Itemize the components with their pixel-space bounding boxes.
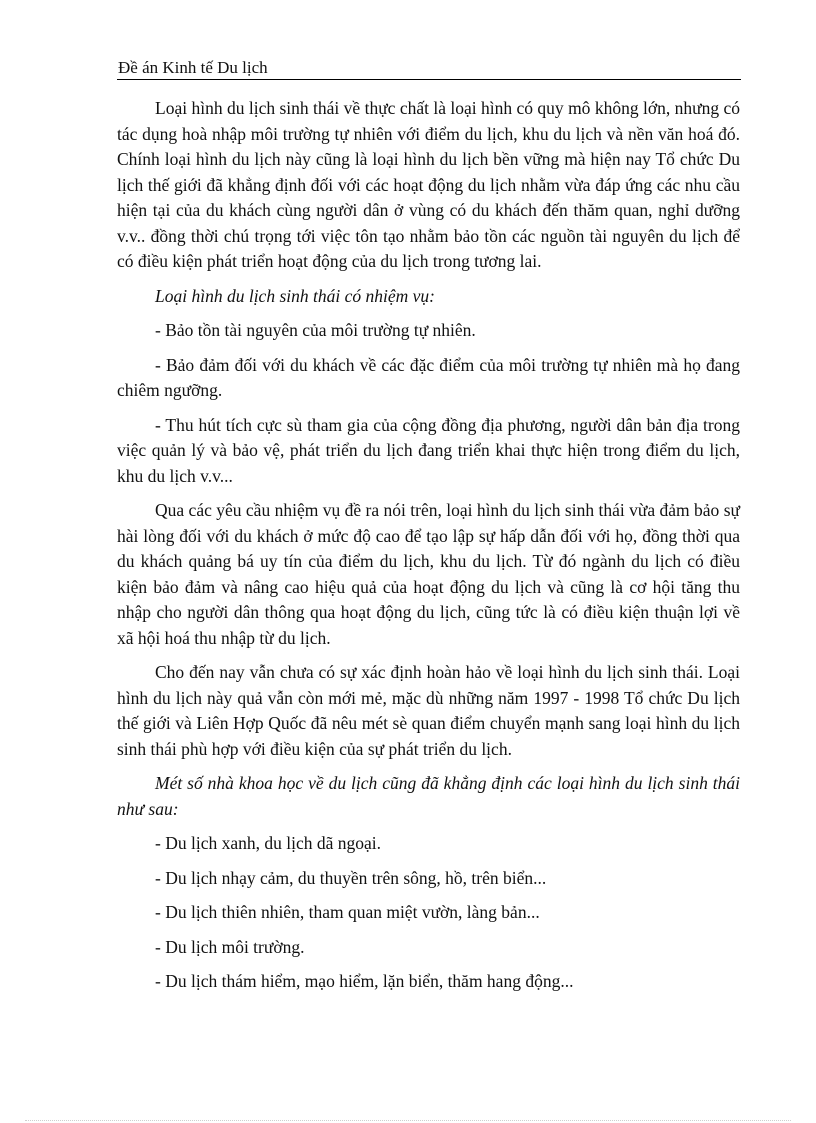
type-item-4: - Du lịch môi trường. bbox=[155, 936, 305, 957]
task-item-2: - Bảo đảm đối với du khách về các đặc điểm của môi trường tự nhiên mà họ đang chiêm ngưỡng. bbox=[117, 354, 740, 400]
task-item-3: - Thu hút tích cực sù tham gia của cộng đồng địa phương, người dân bản địa trong việc quản lý và bảo vệ, phát triển du lịch đang triển khai thực hiện trong điểm du lịch, khu du lịch v.v... bbox=[117, 414, 740, 486]
type-item-2: - Du lịch nhạy cảm, du thuyền trên sông, hồ, trên biển... bbox=[155, 867, 547, 888]
types-heading: Mét số nhà khoa học về du lịch cũng đã khẳng định các loại hình du lịch sinh thái như sau: bbox=[117, 773, 740, 819]
paragraph-3: Cho đến nay vẫn chưa có sự xác định hoàn hảo về loại hình du lịch sinh thái. Loại hình du lịch này quả vẫn còn mới mẻ, mặc dù những năm 1997 - 1998 Tổ chức Du lịch thế giới và Liên Hợp Quốc đã nêu mét sè quan điểm chuyển mạnh sang loại hình du lịch sinh thái phù hợp với điều kiện của sự phát triển du lịch. bbox=[117, 662, 740, 759]
tasks-heading: Loại hình du lịch sinh thái có nhiệm vụ: bbox=[155, 285, 435, 306]
type-item-1: - Du lịch xanh, du lịch dã ngoại. bbox=[155, 833, 381, 853]
task-item-1: - Bảo tồn tài nguyên của môi trường tự nhiên. bbox=[155, 320, 476, 340]
type-item-5: - Du lịch thám hiểm, mạo hiểm, lặn biển, thăm hang động... bbox=[155, 971, 574, 991]
running-header bbox=[117, 57, 741, 80]
header-title: Đề án Kinh tế Du lịch bbox=[118, 58, 268, 77]
page-bottom-divider bbox=[25, 1120, 791, 1121]
paragraph-1: Loại hình du lịch sinh thái về thực chất là loại hình có quy mô không lớn, nhưng có tác dụng hoà nhập môi trường tự nhiên với điểm du lịch, khu du lịch và nền văn hoá đó. Chính loại hình du lịch này cũng là loại hình du lịch bền vững mà hiện nay Tổ chức Du lịch thế giới đã khẳng định đối với các hoạt động du lịch nhằm vừa đáp ứng các nhu cầu hiện tại của du khách cùng người dân ở vùng có du khách đến thăm quan, nghỉ dưỡng v.v.. đồng thời chú trọng tới việc tôn tạo nhằm bảo tồn các nguồn tài nguyên du lịch để có điều kiện phát triển hoạt động của du lịch trong tương lai. bbox=[117, 98, 740, 271]
paragraph-2: Qua các yêu cầu nhiệm vụ đề ra nói trên, loại hình du lịch sinh thái vừa đảm bảo sự hài lòng đối với du khách ở mức độ cao để tạo lập sự hấp dẫn đối với họ, đồng thời qua du khách quảng bá uy tín của điểm du lịch, khu du lịch. Từ đó ngành du lịch có điều kiện bảo đảm và nâng cao hiệu quả của hoạt động du lịch và cũng là cơ hội tăng thu nhập cho người dân thông qua hoạt động du lịch, cũng tức là có điều kiện thuận lợi về xã hội hoá thu nhập từ du lịch. bbox=[117, 500, 740, 648]
type-item-3: - Du lịch thiên nhiên, tham quan miệt vườn, làng bản... bbox=[155, 902, 540, 922]
document-body bbox=[117, 96, 740, 1004]
